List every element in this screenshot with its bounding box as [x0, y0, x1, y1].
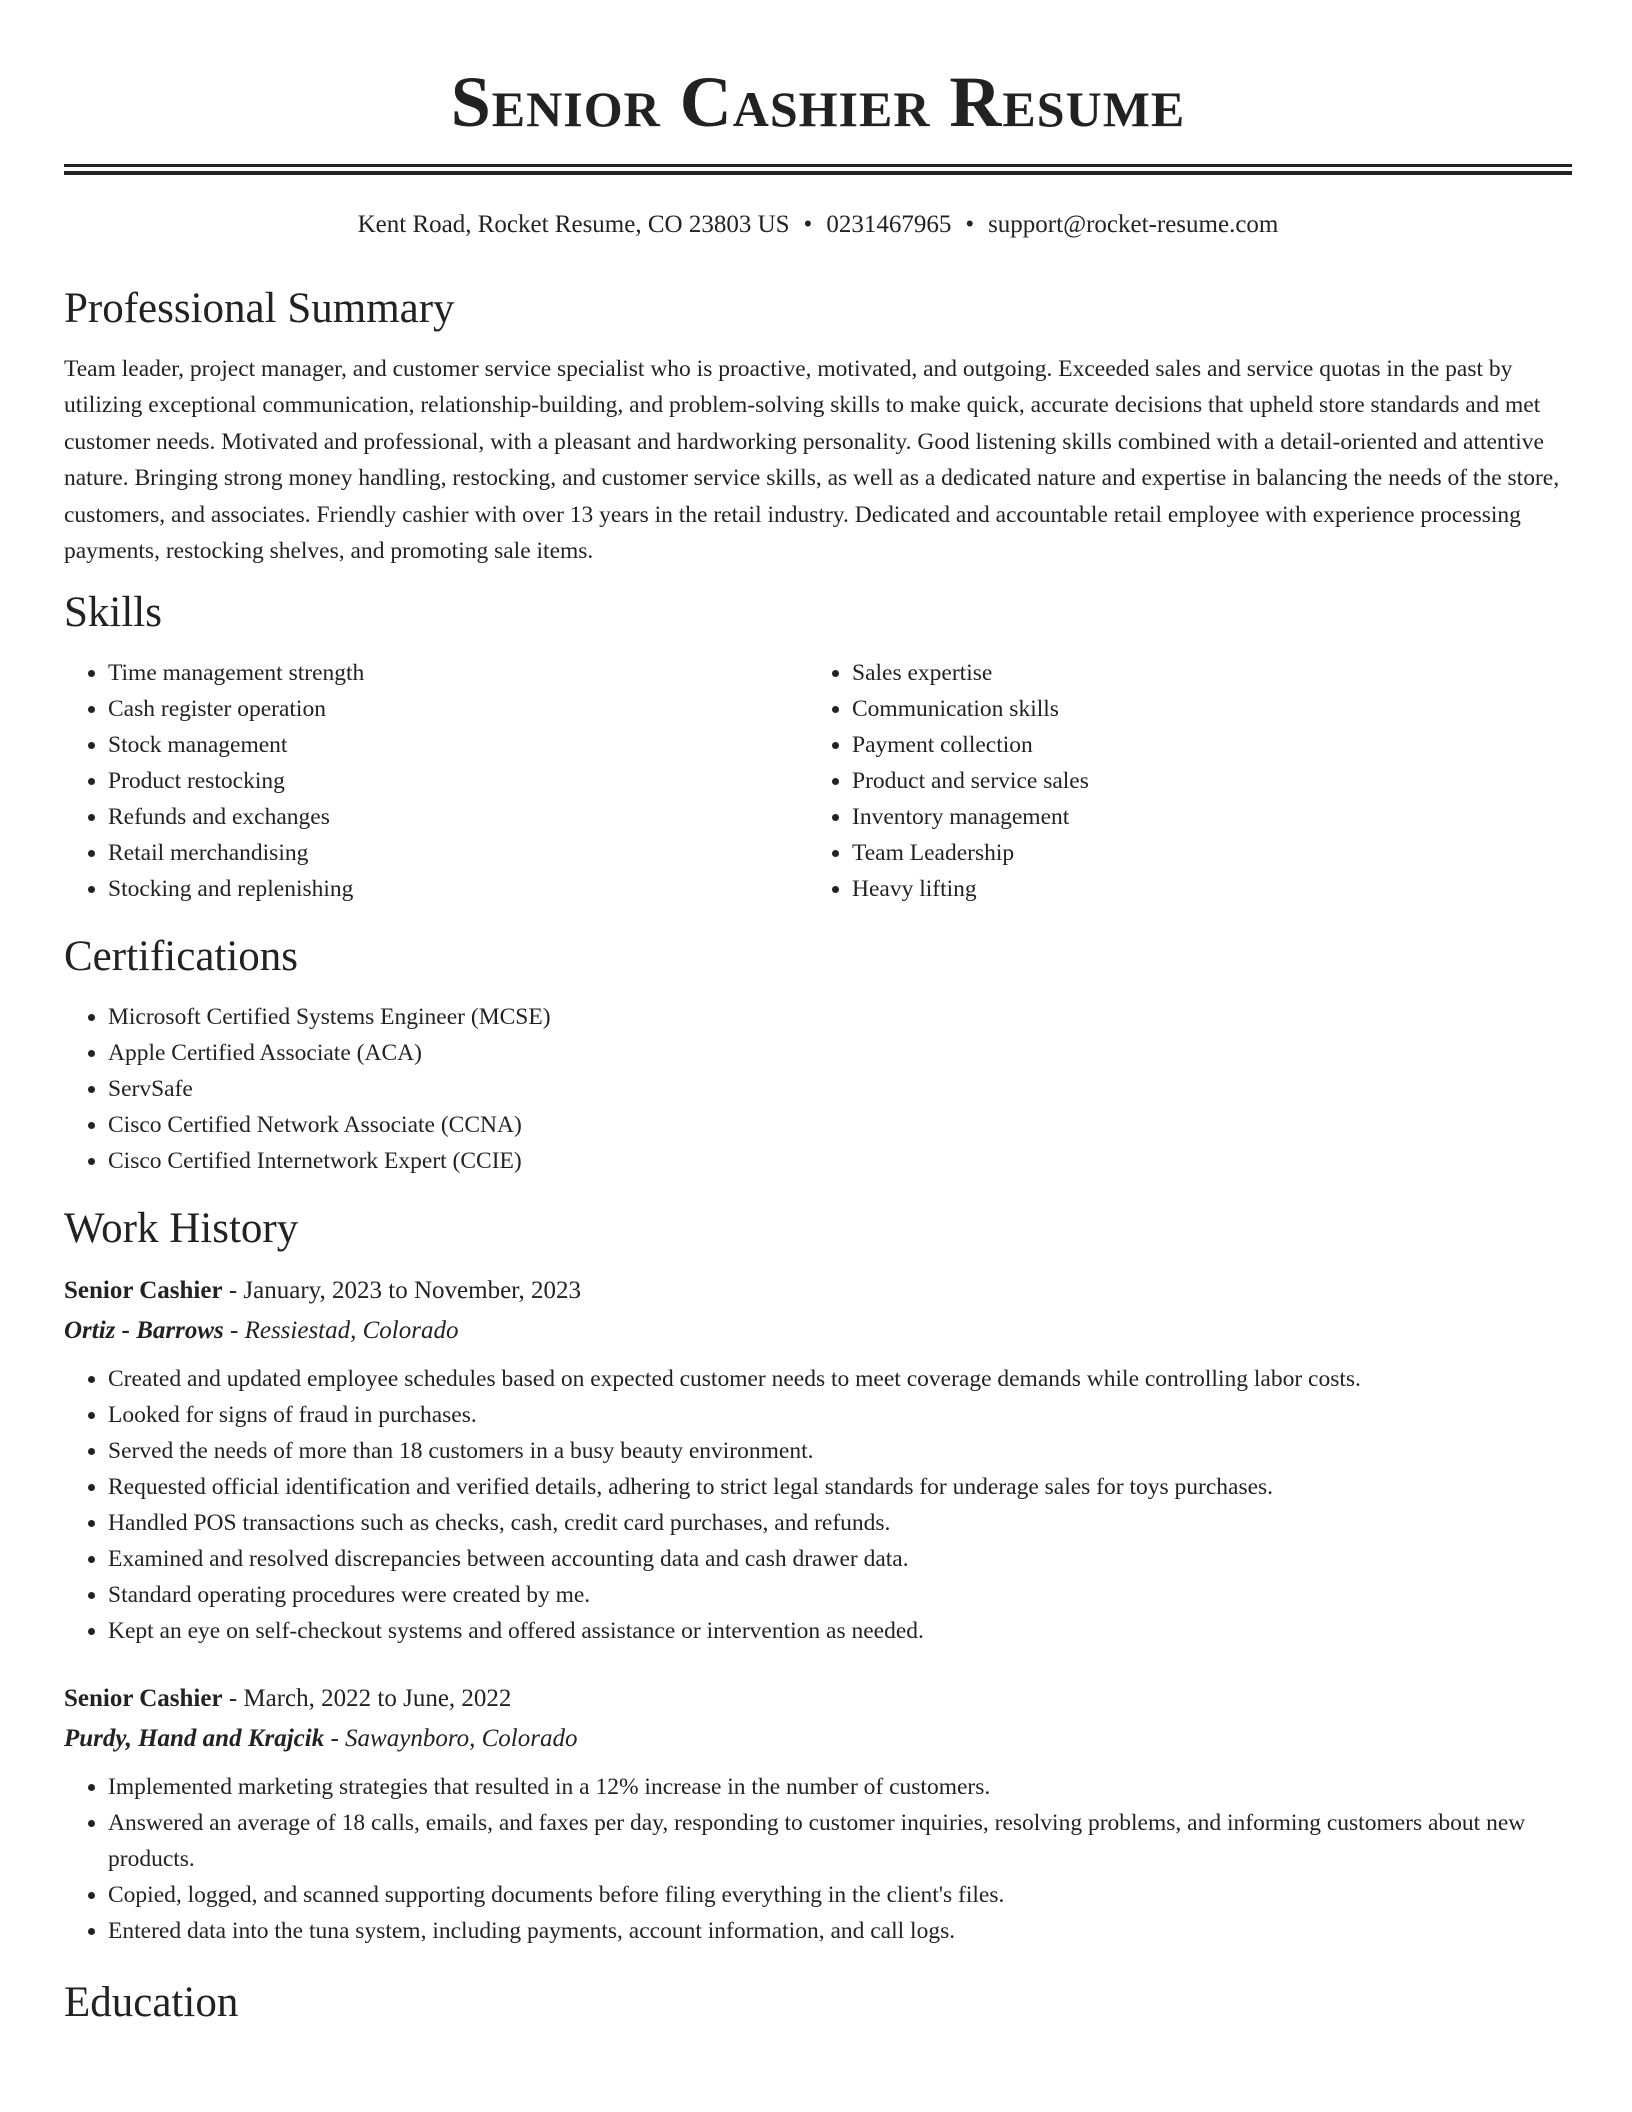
- skills-left-column: [64, 655, 808, 907]
- job-bullet: • Copied, logged, and scanned supporting documents before filing everything in the client's files.: [108, 1877, 1572, 1913]
- job-company-line: [64, 1311, 1572, 1351]
- education-heading: Education: [64, 1979, 239, 2027]
- skill-item: • Stock management: [108, 727, 808, 763]
- job-header: [64, 1271, 1572, 1311]
- job-bullets: [64, 1361, 1572, 1649]
- job-bullet: • Handled POS transactions such as checks, cash, credit card purchases, and refunds.: [108, 1505, 1572, 1541]
- job-entry: [64, 1271, 1572, 1649]
- skills-right-list: [808, 655, 1552, 907]
- resume-page: [64, 0, 1572, 2029]
- skill-item: • Product and service sales: [852, 763, 1552, 799]
- skills-left-list: [64, 655, 808, 907]
- contact-phone: 0231467965: [826, 211, 952, 238]
- job-bullet: • Looked for signs of fraud in purchases.: [108, 1397, 1572, 1433]
- job-company-line: [64, 1719, 1572, 1759]
- work-history-heading: Work History: [64, 1205, 299, 1253]
- job-bullet: • Kept an eye on self-checkout systems and offered assistance or intervention as needed.: [108, 1613, 1572, 1649]
- certification-item: • ServSafe: [108, 1071, 1572, 1107]
- skill-item: • Sales expertise: [852, 655, 1552, 691]
- job-bullet: • Implemented marketing strategies that resulted in a 12% increase in the number of customers.: [108, 1769, 1572, 1805]
- skill-item: • Time management strength: [108, 655, 808, 691]
- contact-separator: •: [803, 211, 813, 238]
- contact-line: [64, 209, 1572, 241]
- skills-columns: [64, 655, 1572, 907]
- skill-item: • Communication skills: [852, 691, 1552, 727]
- job-dates: - January, 2023 to November, 2023: [222, 1277, 581, 1305]
- job-bullet: • Standard operating procedures were created by me.: [108, 1577, 1572, 1613]
- job-bullet: • Entered data into the tuna system, including payments, account information, and call logs.: [108, 1913, 1572, 1949]
- skill-item: • Inventory management: [852, 799, 1552, 835]
- resume-title: Senior Cashier Resume: [450, 62, 1186, 142]
- job-dates: - March, 2022 to June, 2022: [222, 1685, 512, 1713]
- skill-item: • Cash register operation: [108, 691, 808, 727]
- contact-separator: •: [965, 211, 975, 238]
- skills-heading: Skills: [64, 589, 162, 637]
- company-name: Ortiz - Barrows: [64, 1317, 224, 1345]
- job-title: Senior Cashier: [64, 1685, 223, 1713]
- contact-email: support@rocket-resume.com: [988, 211, 1279, 238]
- summary-heading: Professional Summary: [64, 285, 455, 332]
- certification-item: • Microsoft Certified Systems Engineer (MCSE): [108, 999, 1572, 1035]
- certifications-list: [64, 999, 1572, 1179]
- job-title: Senior Cashier: [64, 1277, 223, 1305]
- title-double-rule: [64, 164, 1572, 175]
- skill-item: • Retail merchandising: [108, 835, 808, 871]
- skill-item: • Product restocking: [108, 763, 808, 799]
- job-bullet: • Examined and resolved discrepancies between accounting data and cash drawer data.: [108, 1541, 1572, 1577]
- job-bullet: • Served the needs of more than 18 customers in a busy beauty environment.: [108, 1433, 1572, 1469]
- certification-item: • Apple Certified Associate (ACA): [108, 1035, 1572, 1071]
- skill-item: • Heavy lifting: [852, 871, 1552, 907]
- contact-address: Kent Road, Rocket Resume, CO 23803 US: [357, 211, 790, 238]
- company-location: - Sawaynboro, Colorado: [324, 1725, 578, 1753]
- job-entry: [64, 1679, 1572, 1949]
- skill-item: • Stocking and replenishing: [108, 871, 808, 907]
- certification-item: • Cisco Certified Internetwork Expert (CCIE): [108, 1143, 1572, 1179]
- company-location: - Ressiestad, Colorado: [223, 1317, 459, 1345]
- job-bullet: • Requested official identification and verified details, adhering to strict legal standards for underage sales for toys purchases.: [108, 1469, 1572, 1505]
- certification-item: • Cisco Certified Network Associate (CCNA): [108, 1107, 1572, 1143]
- job-header: [64, 1679, 1572, 1719]
- skill-item: • Refunds and exchanges: [108, 799, 808, 835]
- company-name: Purdy, Hand and Krajcik: [64, 1725, 325, 1753]
- skill-item: • Payment collection: [852, 727, 1552, 763]
- job-bullet: • Created and updated employee schedules based on expected customer needs to meet coverage demands while controlling labor costs.: [108, 1361, 1572, 1397]
- skills-right-column: [808, 655, 1552, 907]
- certifications-heading: Certifications: [64, 933, 299, 981]
- summary-text: Team leader, project manager, and customer service specialist who is proactive, motivated, and outgoing. Exceeded sales and service quotas in the past by utilizing exceptional communication, relationship-building, and problem-solving skills to make quick, accurate decisions that upheld store standards and met customer needs. Motivated and professional, with a pleasant and hardworking personality. Good listening skills combined with a detail-oriented and attentive nature. Bringing strong money handling, restocking, and customer service skills, as well as a dedicated nature and expertise in balancing the needs of the store, customers, and associates. Friendly cashier with over 13 years in the retail industry. Dedicated and accountable retail employee with experience processing payments, restocking shelves, and promoting sale items.: [64, 356, 1560, 565]
- job-bullets: [64, 1769, 1572, 1949]
- job-bullet: • Answered an average of 18 calls, emails, and faxes per day, responding to customer inquiries, resolving problems, and informing customers about new products.: [108, 1805, 1572, 1877]
- skill-item: • Team Leadership: [852, 835, 1552, 871]
